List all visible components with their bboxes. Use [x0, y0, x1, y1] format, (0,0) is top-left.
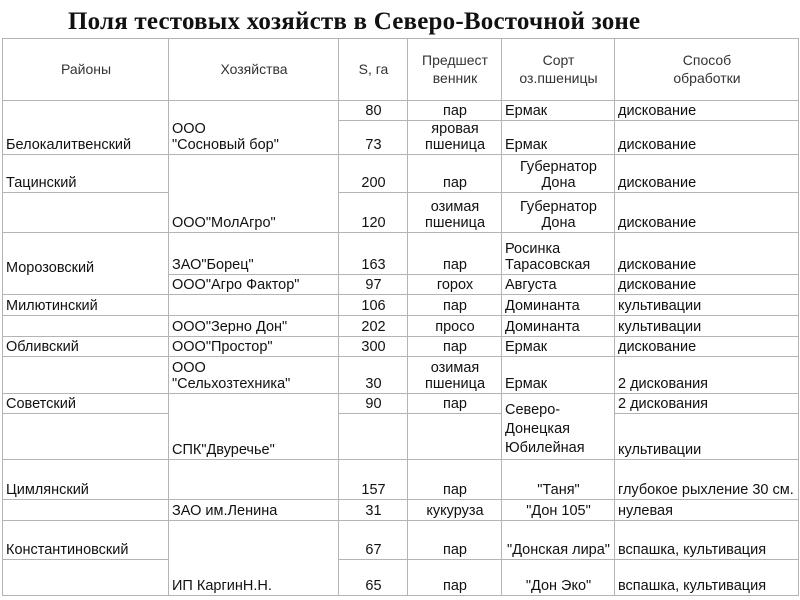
table-row	[3, 101, 799, 121]
district-cell: Советский	[3, 394, 169, 414]
pred-cell	[408, 414, 502, 460]
area-cell: 97	[339, 275, 408, 295]
sort-cell: Августа	[502, 275, 615, 295]
farm-line: "Сельхозтехника"	[172, 376, 291, 392]
pred-cell: пар	[408, 337, 502, 357]
district-cell: Белокалитвенский	[3, 101, 169, 155]
method-cell: дискование	[615, 337, 799, 357]
area-cell	[339, 414, 408, 460]
pred-cell: пар	[408, 101, 502, 121]
district-cell: Константиновский	[3, 521, 169, 560]
header-farm: Хозяйства	[169, 39, 339, 101]
farm-cell: ООО"Зерно Дон"	[169, 316, 339, 337]
method-cell: культивации	[615, 295, 799, 316]
pred-cell: озимая пшеница	[408, 357, 502, 394]
area-cell: 67	[339, 521, 408, 560]
sort-cell: Губернатор Дона	[502, 193, 615, 233]
sort-cell: Ермак	[502, 357, 615, 394]
farm-cell: ООО"МолАгро"	[169, 155, 339, 233]
header-pred-line1: Предшест	[422, 52, 488, 68]
table-row	[3, 460, 799, 500]
method-cell: 2 дискования	[615, 394, 799, 414]
pred-cell: просо	[408, 316, 502, 337]
sort-cell: Губернатор Дона	[502, 155, 615, 193]
area-cell: 31	[339, 500, 408, 521]
farm-line: ООО	[172, 121, 206, 137]
pred-cell: пар	[408, 560, 502, 596]
farm-cell: ЗАО им.Ленина	[169, 500, 339, 521]
district-cell-empty	[3, 414, 169, 460]
header-method-line2: обработки	[673, 70, 741, 86]
area-cell: 73	[339, 121, 408, 155]
method-cell: культивации	[615, 316, 799, 337]
pred-cell: пар	[408, 295, 502, 316]
method-cell: глубокое рыхление 30 см.	[615, 460, 799, 500]
area-cell: 106	[339, 295, 408, 316]
method-cell: дискование	[615, 275, 799, 295]
method-cell: 2 дискования	[615, 357, 799, 394]
table-row	[3, 193, 799, 233]
method-cell: дискование	[615, 121, 799, 155]
pred-cell: пар	[408, 521, 502, 560]
pred-cell: горох	[408, 275, 502, 295]
method-cell: дискование	[615, 155, 799, 193]
area-cell: 120	[339, 193, 408, 233]
district-cell-empty	[3, 500, 169, 521]
header-row	[3, 39, 799, 101]
district-cell-empty	[3, 316, 169, 337]
farm-line: ООО	[172, 360, 206, 376]
header-sort-line2: оз.пшеницы	[519, 70, 598, 86]
table-row	[3, 414, 799, 460]
table-row	[3, 394, 799, 414]
table-row	[3, 316, 799, 337]
district-cell: Милютинский	[3, 295, 169, 316]
method-cell: дискование	[615, 101, 799, 121]
table-row	[3, 337, 799, 357]
page-title: Поля тестовых хозяйств в Северо-Восточной зоне	[68, 8, 641, 35]
farm-cell-empty	[169, 460, 339, 500]
sort-cell: Росинка Тарасовская	[502, 233, 615, 275]
method-cell: вспашка, культивация	[615, 521, 799, 560]
pred-cell: пар	[408, 233, 502, 275]
table-row	[3, 521, 799, 560]
farm-cell: ООО"Простор"	[169, 337, 339, 357]
area-cell: 202	[339, 316, 408, 337]
sort-cell: "Дон 105"	[502, 500, 615, 521]
header-sort	[502, 39, 615, 101]
header-method-line1: Способ	[682, 52, 732, 68]
table-row	[3, 500, 799, 521]
header-raion: Районы	[3, 39, 169, 101]
area-cell: 90	[339, 394, 408, 414]
table-row	[3, 233, 799, 275]
method-cell: нулевая	[615, 500, 799, 521]
sort-cell: "Таня"	[502, 460, 615, 500]
pred-cell: яровая пшеница	[408, 121, 502, 155]
pred-cell: озимая пшеница	[408, 193, 502, 233]
sort-cell: Северо-Донецкая Юбилейная	[502, 394, 615, 460]
farm-cell: ЗАО"Борец"	[169, 233, 339, 275]
farm-cell: ИП КаргинН.Н.	[169, 521, 339, 596]
sort-cell: Доминанта	[502, 295, 615, 316]
area-cell: 80	[339, 101, 408, 121]
district-cell-empty	[3, 193, 169, 233]
district-cell: Морозовский	[3, 233, 169, 295]
fields-table	[2, 38, 799, 596]
farm-cell	[169, 357, 339, 394]
area-cell: 157	[339, 460, 408, 500]
district-cell-empty	[3, 357, 169, 394]
farm-cell: СПК"Двуречье"	[169, 394, 339, 460]
sort-cell: "Дон Эко"	[502, 560, 615, 596]
area-cell: 300	[339, 337, 408, 357]
pred-cell: кукуруза	[408, 500, 502, 521]
sort-cell: "Донская лира"	[502, 521, 615, 560]
table-row	[3, 560, 799, 596]
header-area: S, га	[339, 39, 408, 101]
table-row	[3, 155, 799, 193]
method-cell: вспашка, культивация	[615, 560, 799, 596]
header-sort-line1: Сорт	[542, 52, 575, 68]
farm-cell: ООО"Агро Фактор"	[169, 275, 339, 295]
method-cell: дискование	[615, 233, 799, 275]
pred-cell: пар	[408, 155, 502, 193]
header-pred	[408, 39, 502, 101]
method-cell: культивации	[615, 414, 799, 460]
table-row	[3, 357, 799, 394]
district-cell: Обливский	[3, 337, 169, 357]
table-row	[3, 295, 799, 316]
sort-cell: Ермак	[502, 337, 615, 357]
farm-line: "Сосновый бор"	[172, 137, 279, 153]
area-cell: 65	[339, 560, 408, 596]
district-cell-empty	[3, 560, 169, 596]
sort-cell: Доминанта	[502, 316, 615, 337]
header-method	[615, 39, 799, 101]
area-cell: 163	[339, 233, 408, 275]
sort-cell: Ермак	[502, 121, 615, 155]
area-cell: 200	[339, 155, 408, 193]
pred-cell: пар	[408, 460, 502, 500]
district-cell: Цимлянский	[3, 460, 169, 500]
district-cell: Тацинский	[3, 155, 169, 193]
farm-cell-empty	[169, 295, 339, 316]
pred-cell: пар	[408, 394, 502, 414]
area-cell: 30	[339, 357, 408, 394]
sort-cell: Ермак	[502, 101, 615, 121]
farm-cell	[169, 101, 339, 155]
header-pred-line2: венник	[432, 70, 478, 86]
method-cell: дискование	[615, 193, 799, 233]
